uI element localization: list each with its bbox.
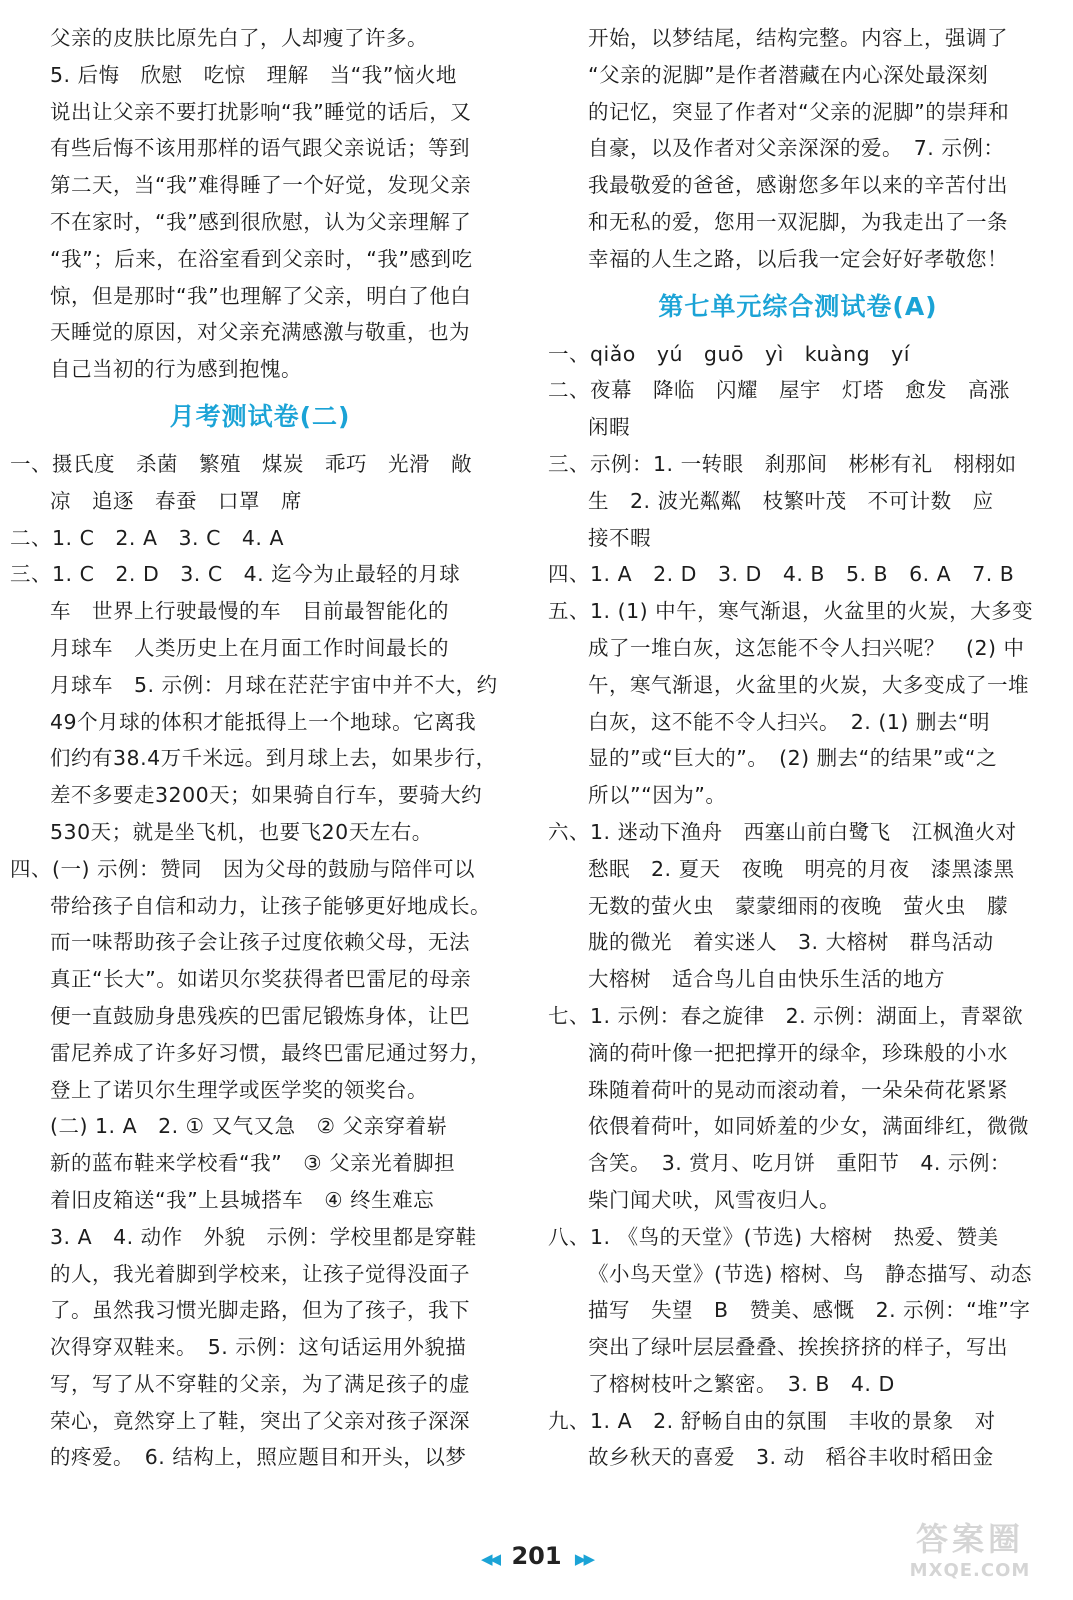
text-line: 七、1. 示例：春之旋律 2. 示例：湖面上，青翠欲: [548, 1003, 1024, 1028]
prev-arrows-icon: ◀◀: [481, 1550, 499, 1568]
text-line: 依偎着荷叶，如同娇羞的少女，满面绯红，微微: [588, 1114, 1029, 1139]
section-heading: 月考测试卷(二): [169, 401, 351, 431]
text-line: 的疼爱。 6. 结构上，照应题目和开头，以梦: [50, 1445, 467, 1470]
text-line: 开始，以梦结尾，结构完整。内容上，强调了: [588, 26, 1008, 50]
text-line: 第二天，当“我”难得睡了一个好觉，发现父亲: [50, 173, 472, 198]
text-line: 次得穿双鞋来。 5. 示例：这句话运用外貌描: [50, 1335, 467, 1360]
text-line: 四、1. A 2. D 3. D 4. B 5. B 6. A 7. B: [548, 562, 1015, 587]
text-line: 3. A 4. 动作 外貌 示例：学校里都是穿鞋: [50, 1224, 477, 1249]
text-line: 了榕树枝叶之繁密。 3. B 4. D: [588, 1371, 895, 1396]
text-line: 接不暇: [588, 525, 651, 550]
text-line: 故乡秋天的喜爱 3. 动 稻谷丰收时稻田金: [588, 1445, 994, 1470]
right-column: [548, 20, 1048, 1476]
text-line: 二、1. C 2. A 3. C 4. A: [10, 525, 284, 550]
text-line: 柴门闻犬吠，风雪夜归人。: [588, 1187, 840, 1212]
text-line: 月球车 5. 示例：月球在茫茫宇宙中并不大，约: [50, 672, 498, 697]
text-line: 所以”“因为”。: [588, 783, 727, 808]
page-number: 201: [511, 1542, 562, 1570]
text-line: 三、示例：1. 一转眼 刹那间 彬彬有礼 栩栩如: [548, 451, 1017, 476]
text-line: 了。虽然我习惯光脚走路，但为了孩子，我下: [50, 1298, 470, 1323]
text-line: 和无私的爱，您用一双泥脚，为我走出了一条: [588, 209, 1008, 234]
text-line: 一、qiǎo yú guō yì kuàng yí: [548, 341, 910, 366]
text-line: 二、夜幕 降临 闪耀 屋宇 灯塔 愈发 高涨: [548, 378, 1010, 403]
text-line: 530天；就是坐飞机，也要飞20天左右。: [50, 819, 433, 844]
text-line: 差不多要走3200天；如果骑自行车，要骑大约: [50, 783, 483, 808]
text-line: 我最敬爱的爸爸，感谢您多年以来的辛苦付出: [588, 173, 1008, 198]
text-line: 荣心，竟然穿上了鞋，突出了父亲对孩子深深: [50, 1408, 470, 1433]
text-line: 白灰，这不能不令人扫兴。 2. (1) 删去“明: [588, 709, 990, 734]
text-line: 月球车 人类历史上在月面工作时间最长的: [50, 635, 449, 660]
text-line: 成了一堆白灰，这怎能不令人扫兴呢？ (2) 中: [588, 635, 1025, 660]
text-line: 便一直鼓励身患残疾的巴雷尼锻炼身体，让巴: [50, 1003, 470, 1028]
text-line: 午，寒气渐退，火盆里的火炭，大多变成了一堆: [588, 672, 1029, 697]
text-line: 八、1. 《鸟的天堂》(节选) 大榕树 热爱、赞美: [548, 1224, 999, 1249]
text-line: 车 世界上行驶最慢的车 目前最智能化的: [50, 599, 449, 624]
text-line: 描写 失望 B 赞美、感慨 2. 示例：“堆”字: [588, 1298, 1031, 1323]
text-line: 突出了绿叶层层叠叠、挨挨挤挤的样子，写出: [588, 1335, 1008, 1360]
watermark-logo: [895, 1502, 1045, 1592]
left-column: [10, 20, 510, 1476]
text-line: 珠随着荷叶的晃动而滚动着，一朵朵荷花紧紧: [588, 1077, 1008, 1102]
text-line: 幸福的人生之路，以后我一定会好好孝敬您！: [588, 246, 1008, 271]
text-line: “我”；后来，在浴室看到父亲时，“我”感到吃: [50, 246, 473, 271]
text-line: 大榕树 适合鸟儿自由快乐生活的地方: [588, 967, 945, 992]
text-line: 写，写了从不穿鞋的父亲，为了满足孩子的虚: [50, 1371, 470, 1396]
watermark-logo-text: 答案圈: [915, 1519, 1024, 1558]
text-line: 带给孩子自信和动力，让孩子能够更好地成长。: [50, 893, 491, 918]
text-line: 不在家时，“我”感到很欣慰，认为父亲理解了: [50, 209, 472, 234]
text-line: 无数的萤火虫 蒙蒙细雨的夜晚 萤火虫 朦: [588, 893, 1008, 918]
text-line: 真正“长大”。如诺贝尔奖获得者巴雷尼的母亲: [50, 967, 472, 992]
section-heading: 第七单元综合测试卷(A): [658, 291, 938, 321]
text-line: 惊，但是那时“我”也理解了父亲，明白了他白: [50, 283, 472, 308]
text-line: 六、1. 迷动下渔舟 西塞山前白鹭飞 江枫渔火对: [548, 819, 1017, 844]
watermark-url: MXQE.COM: [909, 1559, 1031, 1581]
text-line: 《小鸟天堂》(节选) 榕树、鸟 静态描写、动态: [588, 1261, 1033, 1286]
text-line: 九、1. A 2. 舒畅自由的氛围 丰收的景象 对: [548, 1408, 996, 1433]
text-line: 新的蓝布鞋来学校看“我” ③ 父亲光着脚担: [50, 1151, 456, 1176]
text-line: 生 2. 波光粼粼 枝繁叶茂 不可计数 应: [588, 488, 994, 513]
text-line: 胧的微光 着实迷人 3. 大榕树 群鸟活动: [588, 930, 994, 955]
text-line: 5. 后悔 欣慰 吃惊 理解 当“我”恼火地: [50, 62, 457, 87]
text-line: 天睡觉的原因，对父亲充满感激与敬重，也为: [50, 320, 470, 345]
text-line: 们约有38.4万千米远。到月球上去，如果步行，: [50, 746, 497, 771]
text-line: 滴的荷叶像一把把撑开的绿伞，珍珠般的小水: [588, 1040, 1008, 1065]
text-line: 登上了诺贝尔生理学或医学奖的领奖台。: [50, 1077, 428, 1102]
text-line: 愁眠 2. 夏天 夜晚 明亮的月夜 漆黑漆黑: [588, 856, 1015, 881]
text-line: 而一味帮助孩子会让孩子过度依赖父母，无法: [50, 930, 470, 955]
text-line: 显的”或“巨大的”。 (2) 删去“的结果”或“之: [588, 746, 998, 771]
text-line: 凉 追逐 春蚕 口罩 席: [50, 488, 302, 513]
text-line: 雷尼养成了许多好习惯，最终巴雷尼通过努力，: [50, 1040, 491, 1065]
next-arrows-icon: ▶▶: [574, 1550, 592, 1568]
text-line: 的人，我光着脚到学校来，让孩子觉得没面子: [50, 1261, 470, 1286]
text-line: 自己当初的行为感到抱愧。: [50, 357, 302, 382]
text-line: 49个月球的体积才能抵得上一个地球。它离我: [50, 709, 477, 734]
text-line: 五、1. (1) 中午，寒气渐退，火盆里的火炭，大多变: [548, 599, 1034, 624]
text-line: 自豪，以及作者对父亲深深的爱。 7. 示例：: [588, 136, 1005, 161]
text-line: 含笑。 3. 赏月、吃月饼 重阳节 4. 示例：: [588, 1151, 1011, 1176]
text-line: 说出让父亲不要打扰影响“我”睡觉的话后，又: [50, 99, 472, 124]
text-line: 父亲的皮肤比原先白了，人却瘦了许多。: [50, 26, 428, 50]
text-line: 着旧皮箱送“我”上县城搭车 ④ 终生难忘: [50, 1187, 435, 1212]
text-line: 一、摄氏度 杀菌 繁殖 煤炭 乖巧 光滑 敞: [10, 451, 472, 476]
text-line: 闲暇: [588, 415, 630, 440]
text-line: 三、1. C 2. D 3. C 4. 迄今为止最轻的月球: [10, 562, 461, 587]
text-line: (二) 1. A 2. ① 又气又急 ② 父亲穿着崭: [50, 1114, 448, 1139]
text-line: “父亲的泥脚”是作者潜藏在内心深处最深刻: [588, 62, 989, 87]
text-line: 四、(一) 示例：赞同 因为父母的鼓励与陪伴可以: [10, 856, 476, 881]
text-line: 有些后悔不该用那样的语气跟父亲说话；等到: [50, 136, 470, 161]
text-line: 的记忆，突显了作者对“父亲的泥脚”的崇拜和: [588, 99, 1010, 124]
